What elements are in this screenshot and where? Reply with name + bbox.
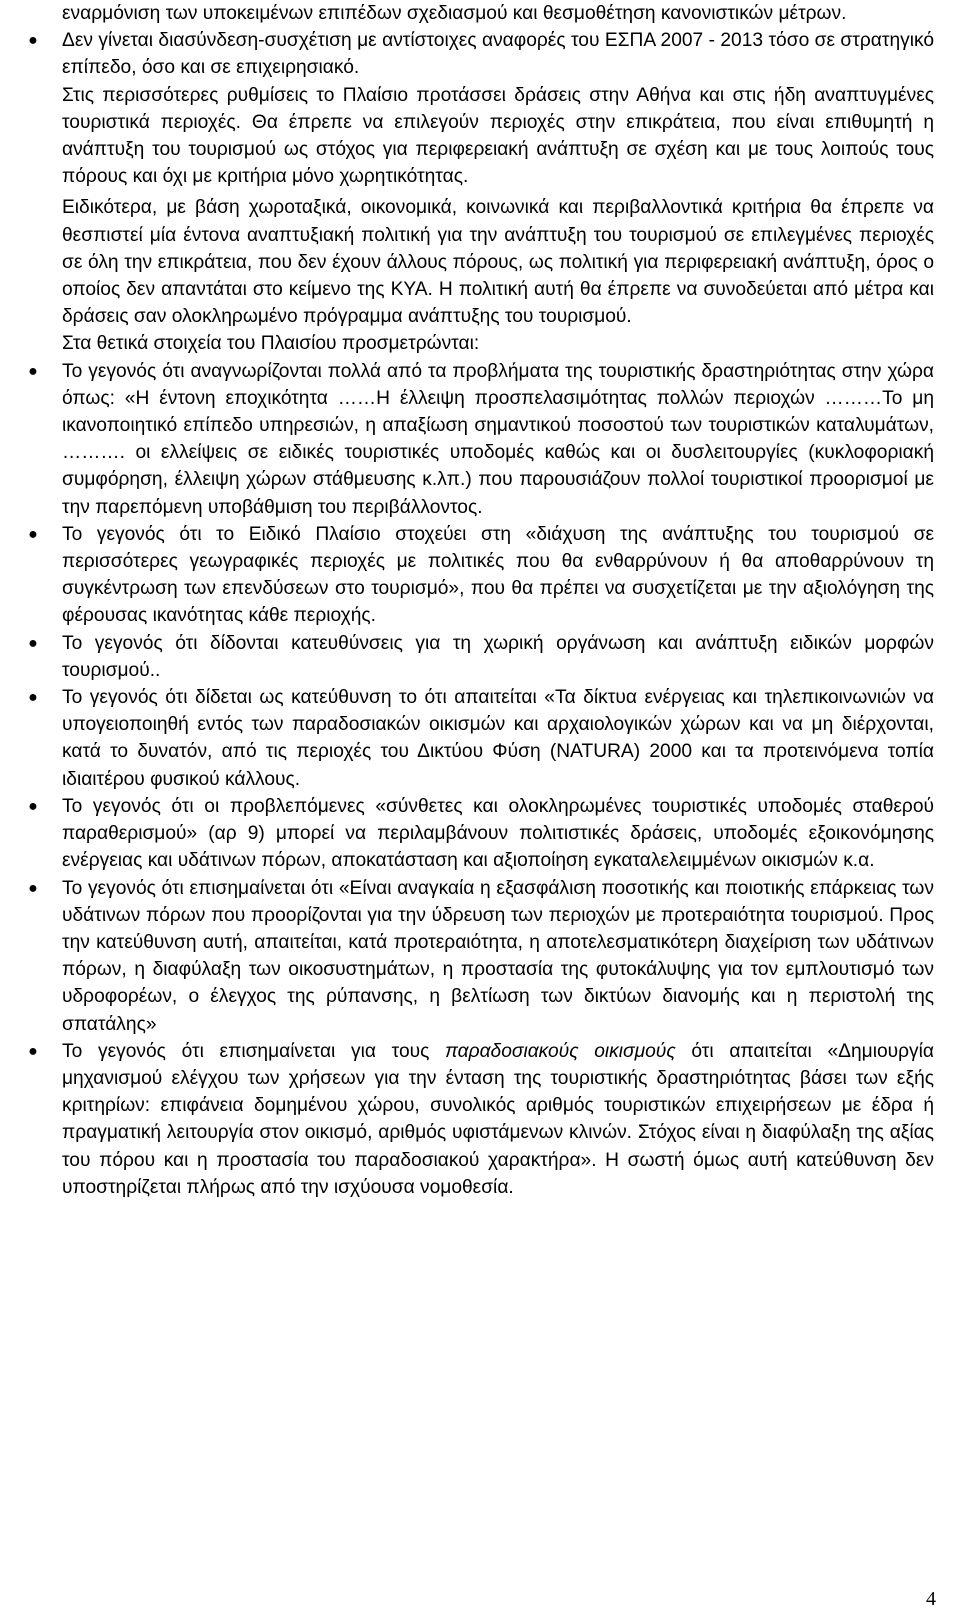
continuation-paragraph: εναρμόνιση των υποκειμένων επιπέδων σχεδιασμού και θεσμοθέτηση κανονιστικών μέτρων. <box>62 3 847 24</box>
document-page <box>28 0 934 1201</box>
list-item-text: Το γεγονός ότι οι προβλεπόμενες «σύνθετες και ολοκληρωμένες τουριστικές υποδομές σταθερού παραθερισμού» (αρ 9) μπορεί να περιλαμβάνουν πολιτιστικές δράσεις, υποδομές εξοικονόμησης ενέργειας και υδάτινων πόρων, αποκατάσταση και αξιοποίηση εγκαταλελειμμένων οικισμών κ.α. <box>62 795 934 872</box>
bullet-icon: ● <box>28 797 38 815</box>
list-item <box>28 793 934 875</box>
bullet-icon: ● <box>28 879 38 897</box>
list-item-text <box>62 1038 934 1201</box>
bullet-icon: ● <box>28 1042 38 1060</box>
list-item-text: Δεν γίνεται διασύνδεση-συσχέτιση με αντίστοιχες αναφορές του ΕΣΠΑ 2007 - 2013 τόσο σε στρατηγικό επίπεδο, όσο και σε επιχειρησιακό. <box>62 30 934 79</box>
list-item <box>28 630 934 684</box>
list-item-text: Το γεγονός ότι το Ειδικό Πλαίσιο στοχεύει στη «διάχυση της ανάπτυξης του τουρισμού σε περισσότερες γεωγραφικές περιοχές με πολιτικές που θα ενθαρρύνουν ή θα αποθαρρύνουν τη συγκέντρωση των επενδύσεων στο τουρισμό», που θα πρέπει να συσχετίζεται με την αξιολόγηση της φέρουσας ικανότητας κάθε περιοχής. <box>62 523 934 627</box>
section-heading: Στα θετικά στοιχεία του Πλαισίου προσμετρώνται: <box>62 333 480 355</box>
bullet-icon: ● <box>28 32 38 50</box>
list-item <box>28 27 934 81</box>
bullet-icon: ● <box>28 689 38 707</box>
bullet-icon: ● <box>28 362 38 380</box>
paragraph: Στις περισσότερες ρυθμίσεις το Πλαίσιο προτάσσει δράσεις στην Αθήνα και στις ήδη αναπτυγμένες τουριστικά περιοχές. Θα έπρεπε να επιλεγούν περιοχές στην επικράτεια, που είναι επιθυμητή η ανάπτυξη του τουρισμού ως στόχος για περιφερειακή ανάπτυξη σε σχέση και με τους λοιπούς τους πόρους και όχι με κριτήρια μόνο χωρητικότητας. <box>62 84 934 188</box>
bullet-icon: ● <box>28 525 38 543</box>
list-item-text: Το γεγονός ότι δίδεται ως κατεύθυνση το ότι απαιτείται «Τα δίκτυα ενέργειας και τηλεπικοινωνιών να υπογειοποιηθή εντός των παραδοσιακών οικισμών και αρχαιολογικών χώρων και να μη διέρχονται, κατά το δυνατόν, από τις περιοχές του Δικτύου Φύση (NATURA) 2000 και τα προτεινόμενα τοπία ιδιαιτέρου φυσικού κάλλους. <box>62 687 934 790</box>
paragraph: Ειδικότερα, με βάση χωροταξικά, οικονομικά, κοινωνικά και περιβαλλοντικά κριτήρια θα έπρεπε να θεσπιστεί μία έντονα αναπτυξιακή πολιτική για την ανάπτυξη του τουρισμού σε επιλεγμένες περιοχές σε όλη την επικράτεια, που δεν έχουν άλλους πόρους, ως πολιτική για περιφερειακή ανάπτυξη, όρος ο οποίος δεν απαντάται στο κείμενο της ΚΥΑ. Η πολιτική αυτή θα έπρεπε να συνοδεύεται από μέτρα και δράσεις σαν ολοκληρωμένο πρόγραμμα ανάπτυξης του τουρισμού. <box>62 197 934 328</box>
list-item <box>28 521 934 630</box>
positives-list <box>28 358 934 1201</box>
list-item <box>28 358 934 521</box>
list-item-text: Το γεγονός ότι δίδονται κατευθύνσεις για τη χωρική οργάνωση και ανάπτυξη ειδικών μορφών τουρισμού.. <box>62 632 934 681</box>
bullet-icon: ● <box>28 634 38 652</box>
list-item <box>28 1038 934 1201</box>
emphasized-text: παραδοσιακούς οικισμούς <box>445 1040 676 1062</box>
page-number: 4 <box>926 1588 936 1610</box>
list-item-text-start: Το γεγονός ότι επισημαίνεται για τους <box>62 1040 446 1062</box>
list-item-text: Το γεγονός ότι αναγνωρίζονται πολλά από τα προβλήματα της τουριστικής δραστηριότητας στην χώρα όπως: «Η έντονη εποχικότητα ……Η έλλειψη προσπελασιμότητας πολλών περιοχών ………Το μη ικανοποιητικό επίπεδο υπηρεσιών, η απαξίωση σημαντικού ποσοστού των τουριστικών καταλυμάτων, ………. οι ελλείψεις σε ειδικές τουριστικές υποδομές καθώς και οι δυσλειτουργίες (κυκλοφοριακή συμφόρηση, έλλειψη χώρων στάθμευσης κ.λπ.) που παρουσιάζουν πολλοί τουριστικοί προορισμοί με την παρεπόμενη υποβάθμιση του περιβάλλοντος. <box>62 360 934 518</box>
list-item-text-end: ότι απαιτείται «Δημιουργία μηχανισμού ελέγχου των χρήσεων για την ένταση της τουριστικής δραστηριότητας βάσει των εξής κριτηρίων: επιφάνεια δομημένου χώρου, συνολικός αριθμός τουριστικών επιχειρήσεων με έδρα ή πραγματική λειτουργία στον οικισμό, αριθμός υφιστάμενων κλινών. Στόχος είναι η διαφύλαξη της αξίας του πόρου και η προστασία του παραδοσιακού χαρακτήρα». Η σωστή όμως αυτή κατεύθυνση δεν υποστηρίζεται πλήρως από την ισχύουσα νομοθεσία. <box>62 1040 934 1198</box>
list-item-text: Το γεγονός ότι επισημαίνεται ότι «Είναι αναγκαία η εξασφάλιση ποσοτικής και ποιοτικής επάρκειας των υδάτινων πόρων που προορίζονται για την ύδρευση των περιοχών με προτεραιότητα τουρισμού. Προς την κατεύθυνση αυτή, απαιτείται, κατά προτεραιότητα, η αποτελεσματικότερη διαχείριση των υδάτινων πόρων, η διαφύλαξη των οικοσυστημάτων, η προστασία της φυτοκάλυψης για τον εμπλουτισμό των υδροφορέων, ο έλεγχος της ρύπανσης, η βελτίωση των δικτύων διανομής και η περιστολή της σπατάλης» <box>62 877 934 1035</box>
list-item <box>28 684 934 793</box>
list-item <box>28 875 934 1038</box>
